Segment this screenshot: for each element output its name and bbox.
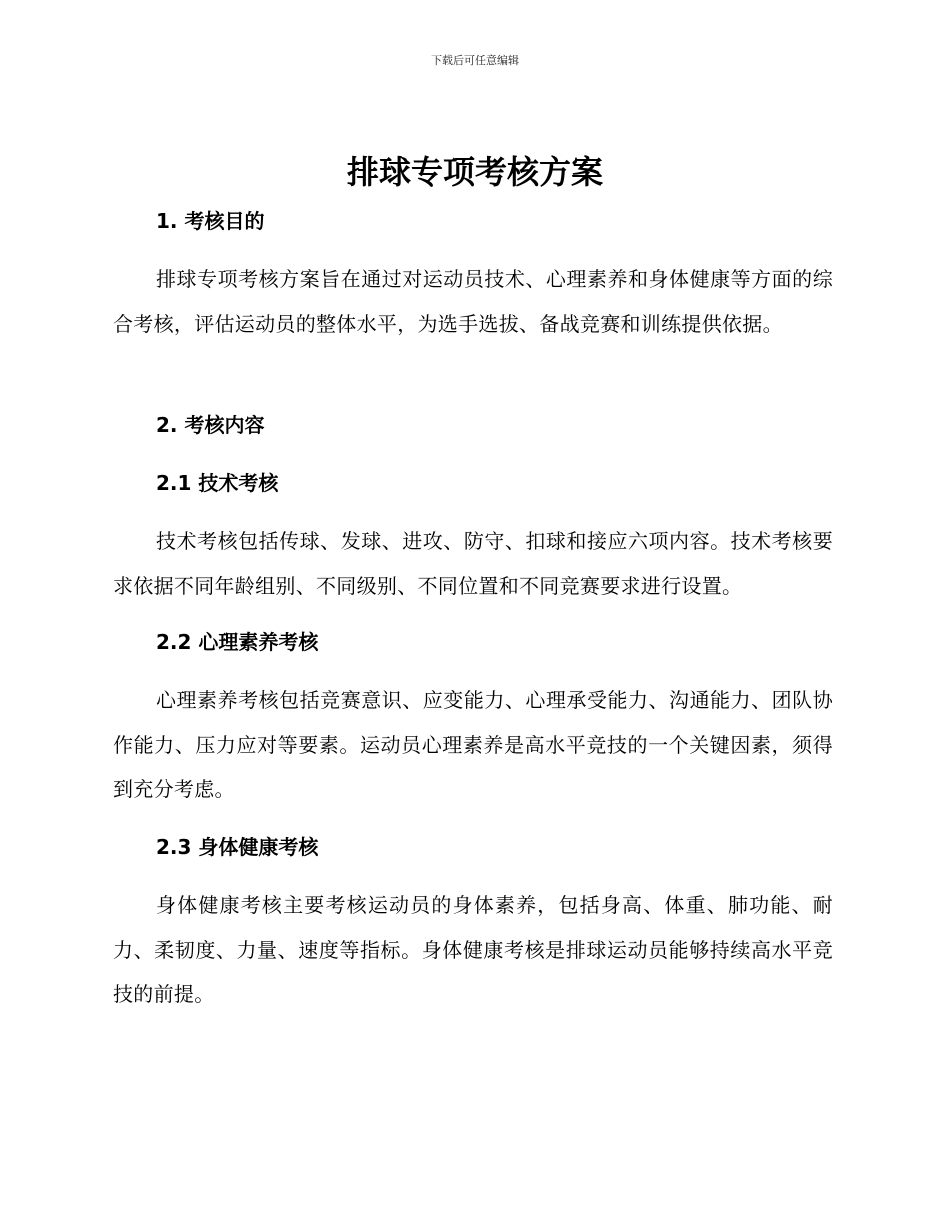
section-paragraph-purpose: 排球专项考核方案旨在通过对运动员技术、心理素养和身体健康等方面的综合考核，评估运动员的整体水平，为选手选拔、备战竞赛和训练提供依据。 xyxy=(113,267,833,336)
section-paragraph-technical: 技术考核包括传球、发球、进攻、防守、扣球和接应六项内容。技术考核要求依据不同年龄组别、不同级别、不同位置和不同竞赛要求进行设置。 xyxy=(113,529,833,598)
section-heading-physical: 2.3 身体健康考核 xyxy=(156,835,319,859)
page-header-note: 下载后可任意编辑 xyxy=(431,54,519,67)
section-heading-content: 2. 考核内容 xyxy=(156,413,265,437)
section-heading-psychological: 2.2 心理素养考核 xyxy=(156,630,319,654)
section-paragraph-psychological: 心理素养考核包括竞赛意识、应变能力、心理承受能力、沟通能力、团队协作能力、压力应对等要素。运动员心理素养是高水平竞技的一个关键因素，须得到充分考虑。 xyxy=(113,688,833,802)
document-title: 排球专项考核方案 xyxy=(346,153,603,191)
section-heading-technical: 2.1 技术考核 xyxy=(156,471,279,495)
section-paragraph-physical: 身体健康考核主要考核运动员的身体素养，包括身高、体重、肺功能、耐力、柔韧度、力量、速度等指标。身体健康考核是排球运动员能够持续高水平竞技的前提。 xyxy=(113,893,833,1007)
section-heading-purpose: 1. 考核目的 xyxy=(156,209,265,233)
